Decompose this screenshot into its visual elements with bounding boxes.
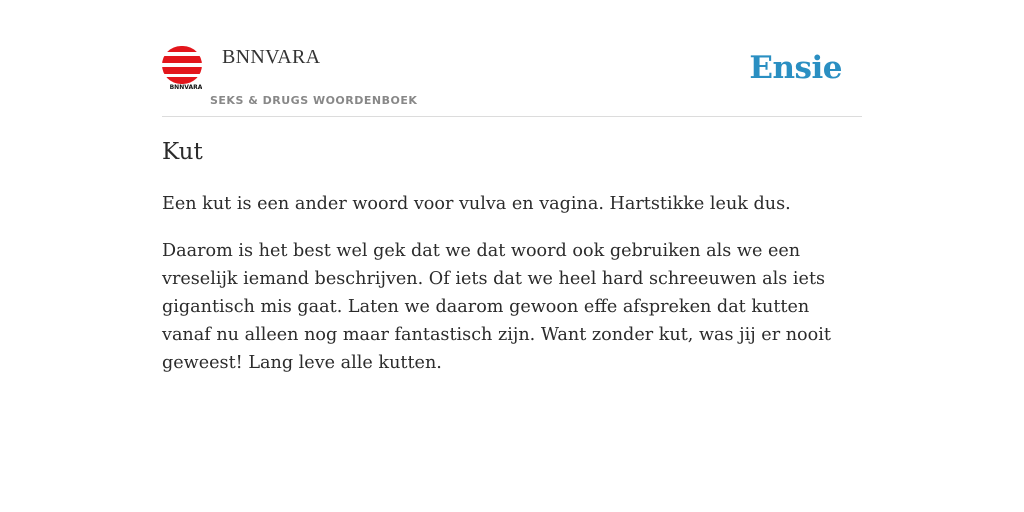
ensie-home-link[interactable]: Ensie xyxy=(749,50,842,86)
page-container xyxy=(162,0,862,373)
brand-name[interactable]: BNNVARA xyxy=(222,46,321,68)
entry-title: Kut xyxy=(162,139,203,165)
definition-paragraph: Daarom is het best wel gek dat we dat woord ook gebruiken als we een vreselijk iemand beschrijven. Of iets dat we heel hard schreeuwen als iets gigantisch mis gaat. Laten we daarom gewoon effe afspreken dat kutten vanaf nu alleen nog maar fantastisch zijn. Want zonder kut, was jij er nooit geweest! Lang leve alle kutten. xyxy=(162,241,831,373)
bnnvara-logo[interactable] xyxy=(162,46,202,90)
definition-paragraph: Een kut is een ander woord voor vulva en vagina. Hartstikke leuk dus. xyxy=(162,194,791,214)
site-header xyxy=(162,0,862,117)
entry-definition xyxy=(162,190,862,396)
logo-wordmark: BNNVARA xyxy=(169,84,202,90)
dictionary-subtitle[interactable]: SEKS & DRUGS WOORDENBOEK xyxy=(210,94,418,107)
